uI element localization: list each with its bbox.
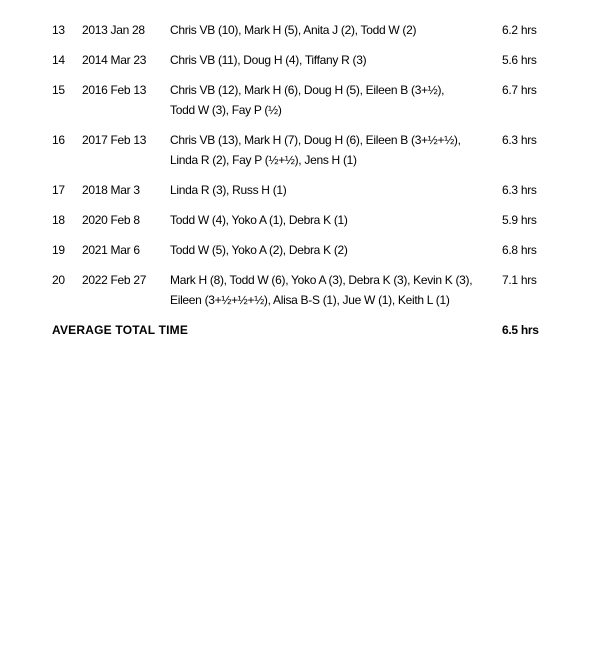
summary-label: AVERAGE TOTAL TIME bbox=[52, 323, 189, 337]
row-number: 17 bbox=[52, 183, 65, 197]
participants-line: Chris VB (12), Mark H (6), Doug H (5), Eileen B (3+½), bbox=[170, 83, 445, 97]
row-number: 20 bbox=[52, 273, 65, 287]
summary-row bbox=[52, 320, 572, 340]
row-date: 2013 Jan 28 bbox=[82, 23, 145, 37]
participants-line: Chris VB (11), Doug H (4), Tiffany R (3) bbox=[170, 53, 367, 67]
table-row bbox=[52, 20, 572, 40]
row-date: 2020 Feb 8 bbox=[82, 213, 140, 227]
row-date: 2016 Feb 13 bbox=[82, 83, 147, 97]
row-date: 2017 Feb 13 bbox=[82, 133, 147, 147]
event-log-table bbox=[52, 20, 572, 310]
participants-line: Linda R (3), Russ H (1) bbox=[170, 183, 287, 197]
table-row bbox=[52, 50, 572, 70]
row-number: 14 bbox=[52, 53, 65, 67]
participants-line: Mark H (8), Todd W (6), Yoko A (3), Debra K (3), Kevin K (3), bbox=[170, 273, 473, 287]
table-row bbox=[52, 210, 572, 230]
row-number: 19 bbox=[52, 243, 65, 257]
row-hours: 5.9 hrs bbox=[502, 213, 537, 227]
row-date: 2021 Mar 6 bbox=[82, 243, 140, 257]
table-row bbox=[52, 80, 572, 120]
row-hours: 6.7 hrs bbox=[502, 83, 537, 97]
table-row bbox=[52, 270, 572, 310]
participants-line: Chris VB (10), Mark H (5), Anita J (2), Todd W (2) bbox=[170, 23, 417, 37]
participants-line: Todd W (5), Yoko A (2), Debra K (2) bbox=[170, 243, 348, 257]
row-date: 2022 Feb 27 bbox=[82, 273, 147, 287]
participants-line: Linda R (2), Fay P (½+½), Jens H (1) bbox=[170, 153, 357, 167]
row-participants bbox=[170, 80, 502, 120]
participants-line: Todd W (3), Fay P (½) bbox=[170, 103, 282, 117]
table-row bbox=[52, 180, 572, 200]
document-page bbox=[52, 20, 572, 340]
row-participants bbox=[170, 130, 502, 170]
participants-line: Eileen (3+½+½+½), Alisa B-S (1), Jue W (1), Keith L (1) bbox=[170, 293, 450, 307]
row-number: 13 bbox=[52, 23, 65, 37]
participants-line: Todd W (4), Yoko A (1), Debra K (1) bbox=[170, 213, 348, 227]
summary-value: 6.5 hrs bbox=[502, 323, 539, 337]
row-date: 2014 Mar 23 bbox=[82, 53, 147, 67]
row-participants bbox=[170, 270, 502, 310]
participants-line: Chris VB (13), Mark H (7), Doug H (6), Eileen B (3+½+½), bbox=[170, 133, 461, 147]
table-row bbox=[52, 130, 572, 170]
row-number: 18 bbox=[52, 213, 65, 227]
row-participants bbox=[170, 180, 502, 200]
row-participants bbox=[170, 240, 502, 260]
row-number: 15 bbox=[52, 83, 65, 97]
row-participants bbox=[170, 50, 502, 70]
row-participants bbox=[170, 20, 502, 40]
row-hours: 6.8 hrs bbox=[502, 243, 537, 257]
row-hours: 7.1 hrs bbox=[502, 273, 537, 287]
row-date: 2018 Mar 3 bbox=[82, 183, 140, 197]
row-hours: 6.3 hrs bbox=[502, 133, 537, 147]
row-hours: 6.2 hrs bbox=[502, 23, 537, 37]
row-participants bbox=[170, 210, 502, 230]
row-number: 16 bbox=[52, 133, 65, 147]
row-hours: 5.6 hrs bbox=[502, 53, 537, 67]
table-row bbox=[52, 240, 572, 260]
row-hours: 6.3 hrs bbox=[502, 183, 537, 197]
